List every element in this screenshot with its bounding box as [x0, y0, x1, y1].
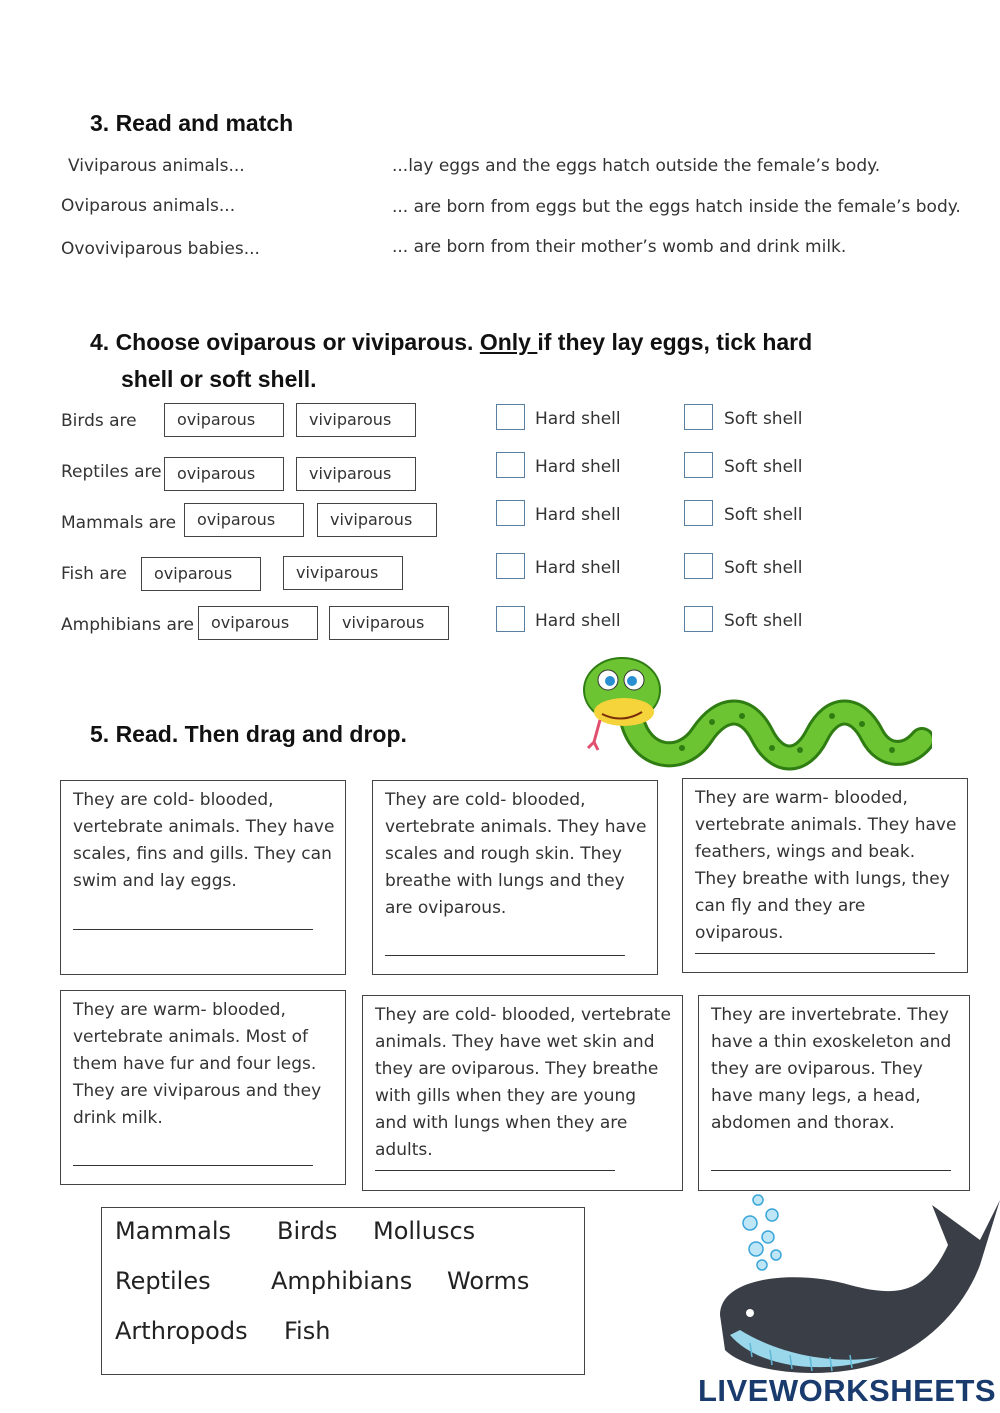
reptiles-hard-shell-checkbox[interactable] [496, 452, 525, 478]
reptiles-viviparous-option[interactable]: viviparous [296, 457, 416, 491]
hard-shell-label: Hard shell [535, 505, 621, 525]
description-card-5 [362, 995, 683, 1191]
description-card-1 [60, 780, 346, 975]
hard-shell-label: Hard shell [535, 457, 621, 477]
description-card-2 [372, 780, 658, 975]
word-birds[interactable]: Birds [277, 1217, 338, 1245]
match-right-3[interactable]: ... are born from their mother’s womb and drink milk. [392, 237, 847, 257]
amphibians-soft-shell-checkbox[interactable] [684, 606, 713, 632]
section4-title-part1: 4. Choose oviparous or viviparous. [90, 329, 474, 355]
word-molluscs[interactable]: Molluscs [373, 1217, 476, 1245]
fish-viviparous-option[interactable]: viviparous [283, 556, 403, 590]
description-card-3 [682, 778, 968, 973]
birds-oviparous-option[interactable]: oviparous [164, 403, 284, 437]
word-reptiles[interactable]: Reptiles [115, 1267, 211, 1295]
row-label-reptiles: Reptiles are [61, 462, 162, 482]
mammals-soft-shell-checkbox[interactable] [684, 500, 713, 526]
card-text: They are cold- blooded, vertebrate animals. They have scales and rough skin. They breathe with lungs and they are oviparous. [385, 790, 647, 918]
word-arthropods[interactable]: Arthropods [115, 1317, 248, 1345]
answer-drop-zone[interactable] [711, 1170, 951, 1171]
card-text: They are cold- blooded, vertebrate animals. They have scales, fins and gills. They can swim and lay eggs. [73, 790, 335, 891]
card-text: They are invertebrate. They have a thin exoskeleton and they are oviparous. They have many legs, a head, abdomen and thorax. [711, 1005, 952, 1133]
fish-oviparous-option[interactable]: oviparous [141, 557, 261, 591]
word-amphibians[interactable]: Amphibians [271, 1267, 413, 1295]
soft-shell-label: Soft shell [724, 611, 803, 631]
word-mammals[interactable]: Mammals [115, 1217, 232, 1245]
amphibians-hard-shell-checkbox[interactable] [496, 606, 525, 632]
card-text: They are warm- blooded, vertebrate animals. Most of them have fur and four legs. They are viviparous and they drink milk. [73, 1000, 322, 1128]
section4-title-only: Only [479, 329, 538, 355]
fish-hard-shell-checkbox[interactable] [496, 553, 525, 579]
mammals-hard-shell-checkbox[interactable] [496, 500, 525, 526]
liveworksheets-logo: LIVEWORKSHEETS [698, 1373, 997, 1408]
soft-shell-label: Soft shell [724, 558, 803, 578]
hard-shell-label: Hard shell [535, 558, 621, 578]
section5-title: 5. Read. Then drag and drop. [90, 721, 407, 747]
hard-shell-label: Hard shell [535, 409, 621, 429]
description-card-4 [60, 990, 346, 1185]
soft-shell-label: Soft shell [724, 457, 803, 477]
reptiles-oviparous-option[interactable]: oviparous [164, 457, 284, 491]
description-card-6 [698, 995, 970, 1191]
section3-title: 3. Read and match [90, 110, 294, 136]
mammals-oviparous-option[interactable]: oviparous [184, 503, 304, 537]
row-label-birds: Birds are [61, 411, 137, 431]
amphibians-viviparous-option[interactable]: viviparous [329, 606, 449, 640]
card-text: They are cold- blooded, vertebrate animals. They have wet skin and they are oviparous. They breathe with gills when they are young and with lungs when they are adults. [375, 1005, 671, 1160]
birds-soft-shell-checkbox[interactable] [684, 404, 713, 430]
amphibians-oviparous-option[interactable]: oviparous [198, 606, 318, 640]
match-left-2[interactable]: Oviparous animals... [61, 196, 236, 216]
section4-title [90, 329, 812, 356]
row-label-amphibians: Amphibians are [61, 615, 194, 635]
section4-title-line2: shell or soft shell. [121, 366, 317, 392]
answer-drop-zone[interactable] [73, 929, 313, 930]
snake-illustration [572, 650, 932, 775]
mammals-viviparous-option[interactable]: viviparous [317, 503, 437, 537]
match-right-2[interactable]: ... are born from eggs but the eggs hatch inside the female’s body. [392, 197, 961, 217]
match-right-1[interactable]: ...lay eggs and the eggs hatch outside the female’s body. [392, 156, 881, 176]
match-left-1[interactable]: Viviparous animals... [68, 156, 245, 176]
fish-soft-shell-checkbox[interactable] [684, 553, 713, 579]
soft-shell-label: Soft shell [724, 409, 803, 429]
hard-shell-label: Hard shell [535, 611, 621, 631]
answer-drop-zone[interactable] [695, 953, 935, 954]
reptiles-soft-shell-checkbox[interactable] [684, 452, 713, 478]
word-worms[interactable]: Worms [447, 1267, 530, 1295]
section4-title-part2: if they lay eggs, tick hard [537, 329, 813, 355]
row-label-mammals: Mammals are [61, 513, 177, 533]
soft-shell-label: Soft shell [724, 505, 803, 525]
answer-drop-zone[interactable] [385, 955, 625, 956]
answer-drop-zone[interactable] [375, 1170, 615, 1171]
card-text: They are warm- blooded, vertebrate animals. They have feathers, wings and beak. They breathe with lungs, they can fly and they are oviparous. [695, 788, 957, 943]
answer-drop-zone[interactable] [73, 1165, 313, 1166]
word-bank [101, 1207, 585, 1375]
match-left-3[interactable]: Ovoviviparous babies... [61, 239, 260, 259]
row-label-fish: Fish are [61, 564, 127, 584]
whale-illustration [680, 1185, 1000, 1385]
birds-hard-shell-checkbox[interactable] [496, 404, 525, 430]
word-fish[interactable]: Fish [284, 1317, 331, 1345]
birds-viviparous-option[interactable]: viviparous [296, 403, 416, 437]
